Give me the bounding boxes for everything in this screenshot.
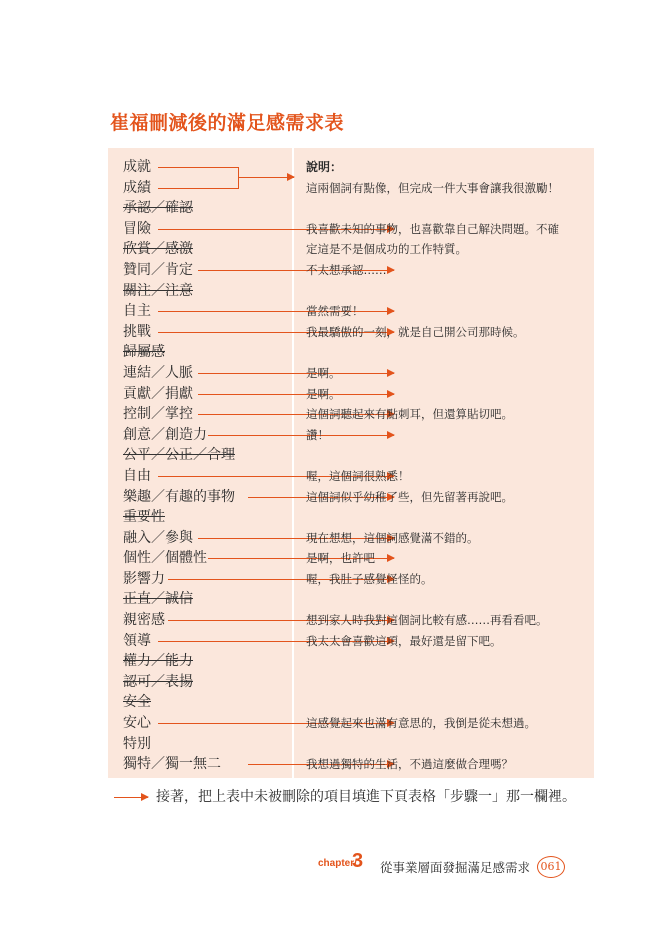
table-row [108, 754, 594, 775]
need-word: 連結／人脈 [123, 364, 193, 381]
arrow-icon [238, 177, 294, 178]
need-word: 成績 [123, 179, 151, 196]
table-row [108, 384, 594, 405]
explanation-text: 不太想承認…… [306, 262, 387, 277]
table-row [108, 528, 594, 549]
table-row [108, 651, 594, 672]
table-rows [108, 157, 594, 775]
struck-need-word: 承認／確認 [123, 200, 193, 217]
need-word: 領導 [123, 632, 151, 649]
need-word: 成就 [123, 159, 151, 175]
need-word: 影響力 [123, 570, 165, 587]
arrow-icon [198, 373, 394, 374]
need-word: 親密感 [123, 612, 165, 629]
notes-header: 說明： [306, 160, 343, 174]
chapter-title: 從事業層面發掘滿足感需求 [380, 860, 531, 875]
table-row [108, 301, 594, 322]
table-row [108, 548, 594, 569]
explanation-text: 這個詞似乎幼稚了些，但先留著再說吧。 [306, 489, 513, 504]
need-word: 自由 [123, 467, 151, 484]
need-word: 融入／參與 [123, 529, 193, 546]
struck-need-word: 關注／注意 [123, 282, 193, 299]
struck-need-word: 權力／能力 [123, 653, 193, 670]
explanation-text: 這兩個詞有點像，但完成一件大事會讓我很激勵！ [306, 180, 559, 195]
chapter-label: chapter/ [318, 858, 357, 869]
need-word: 控制／掌控 [123, 406, 193, 423]
need-word: 冒險 [123, 220, 151, 237]
explanation-text: 當然需要！ [306, 304, 364, 319]
table-row [108, 589, 594, 610]
table-row [108, 713, 594, 734]
struck-need-word: 安全 [123, 694, 151, 711]
arrow-icon [208, 435, 394, 436]
need-word: 樂趣／有趣的事物 [123, 488, 235, 505]
struck-need-word: 重要性 [123, 509, 165, 526]
explanation-text: 我太太會喜歡這項，最好還是留下吧。 [306, 633, 502, 648]
table-row [108, 425, 594, 446]
bracket-line [158, 188, 238, 189]
table-row [108, 610, 594, 631]
explanation-text: 是啊，也許吧 [306, 551, 375, 566]
explanation-text: 是啊。 [306, 386, 341, 401]
explanation-text: 現在想想，這個詞感覺滿不錯的。 [306, 530, 479, 545]
need-word: 安心 [123, 715, 151, 732]
need-word: 挑戰 [123, 323, 151, 340]
struck-need-word: 歸屬感 [123, 344, 165, 361]
table-row [108, 219, 594, 240]
need-word: 創意／創造力 [123, 426, 207, 443]
explanation-text: 是啊。 [306, 365, 341, 380]
bracket-line [158, 167, 238, 168]
page-number: 061 [537, 856, 565, 878]
need-word: 特別 [123, 735, 151, 752]
table-row [108, 322, 594, 343]
table-row [108, 672, 594, 693]
arrow-icon [198, 394, 394, 395]
table-row [108, 363, 594, 384]
explanation-text: 這感覺起來也滿有意思的，我倒是從未想過。 [306, 716, 536, 731]
table-row [108, 569, 594, 590]
table-row [108, 631, 594, 652]
page-title: 崔福刪減後的滿足感需求表 [110, 112, 345, 134]
footnote-arrow-icon [114, 797, 148, 798]
need-word: 貢獻／捐獻 [123, 385, 193, 402]
explanation-text: 想到家人時我對這個詞比較有感……再看看吧。 [306, 613, 548, 628]
table-row [108, 198, 594, 219]
explanation-text: 我想過獨特的生活，不過這麼做合理嗎？ [306, 757, 513, 772]
table-row [108, 507, 594, 528]
explanation-text: 喔，我肚子感覺怪怪的。 [306, 571, 433, 586]
struck-need-word: 認可／表揚 [123, 673, 193, 690]
table-row [108, 692, 594, 713]
explanation-text: 我最驕傲的一刻，就是自己開公司那時候。 [306, 324, 525, 339]
need-word: 個性／個體性 [123, 550, 207, 567]
struck-need-word: 欣賞／感激 [123, 241, 193, 258]
table-row [108, 342, 594, 363]
explanation-text: 讚！ [306, 427, 329, 442]
table-row [108, 260, 594, 281]
table-row [108, 239, 594, 260]
explanation-text: 這個詞聽起來有點刺耳，但還算貼切吧。 [306, 407, 513, 422]
footnote-text: 接著，把上表中未被刪除的項目填進下頁表格「步驟一」那一欄裡。 [156, 789, 576, 805]
table-row [108, 404, 594, 425]
table-row [108, 445, 594, 466]
table-row [108, 466, 594, 487]
table-row [108, 281, 594, 302]
struck-need-word: 公平／公正／合理 [123, 447, 235, 464]
explanation-text: 我喜歡未知的事物，也喜歡靠自己解決問題。不確 [306, 221, 559, 236]
need-word: 自主 [123, 303, 151, 320]
struck-need-word: 正直／誠信 [123, 591, 193, 608]
need-word: 贊同／肯定 [123, 261, 193, 278]
table-row [108, 487, 594, 508]
need-word: 獨特／獨一無二 [123, 756, 221, 773]
chapter-number: 3 [352, 850, 364, 872]
explanation-text: 定這是不是個成功的工作特質。 [306, 242, 467, 257]
table-row [108, 734, 594, 755]
explanation-text: 喔，這個詞很熟悉！ [306, 468, 410, 483]
